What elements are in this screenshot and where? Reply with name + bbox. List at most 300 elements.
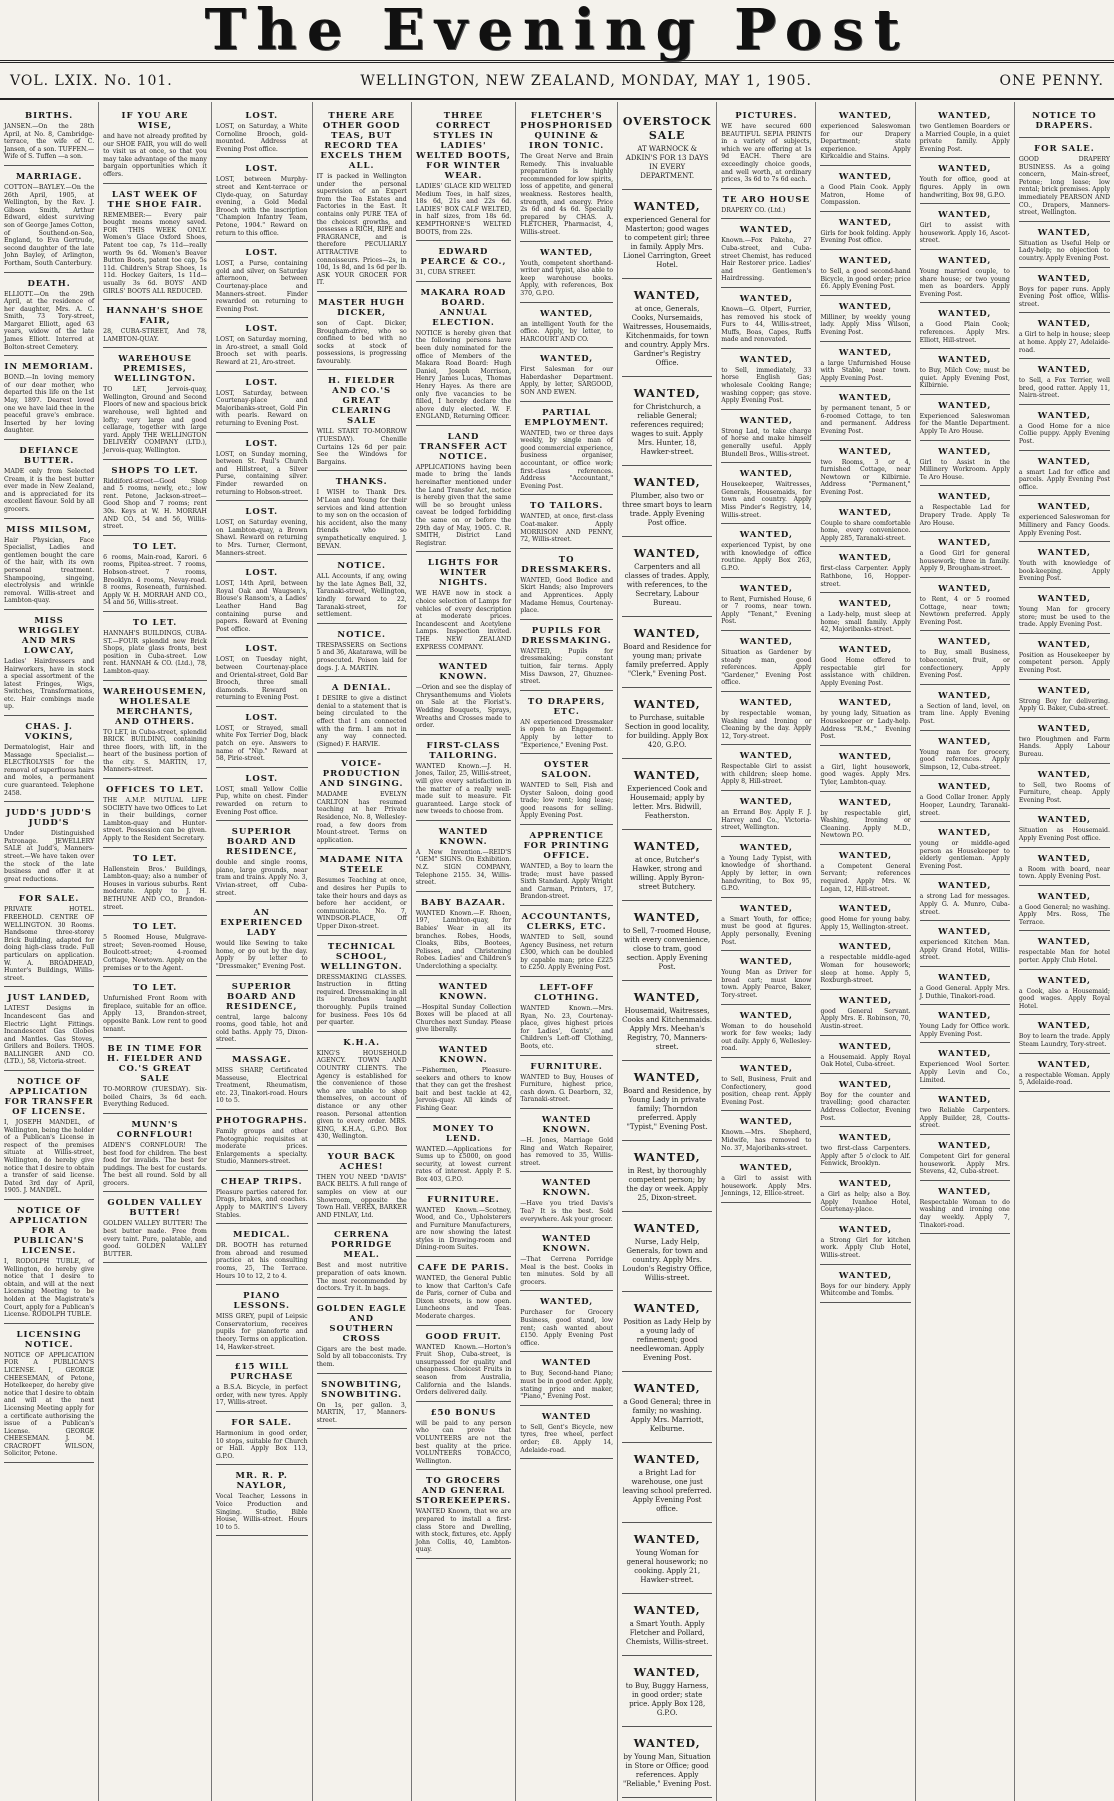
advertisement (920, 1135, 1010, 1181)
ad-heading: WANTED KNOWN. (438, 826, 489, 847)
advertisement (216, 1412, 308, 1465)
advertisement (920, 486, 1010, 532)
ad-body: THE A.M.P. MUTUAL LIFE SOCIETY have two Offices to Let in their buildings, corner Lambton-quay and Hunter-street. Possession can be given. Apply to the Resident Secretary. (103, 797, 207, 843)
ad-body: a Girl, light housework, good wages. Apply Mrs. Tyler, Lambton-quay. (820, 763, 911, 786)
ad-heading: BABY BAZAAR. (420, 897, 507, 908)
advertisement (1019, 680, 1110, 718)
advertisement (920, 105, 1010, 158)
ad-body: MISS GREY, pupil of Leipsic Conservatorium, receives pupils for pianoforte and theory. Terms on application. 14, Hawker-street. (215, 1313, 308, 1351)
advertisement (820, 746, 910, 792)
advertisement (622, 981, 712, 1061)
ad-body: a Good Home for a nice Collie puppy. Apply Evening Post. (1018, 422, 1110, 446)
ad-body: young or middle-aged person as Housekeeper to elderly gentleman. Apply Evening Post. (919, 840, 1010, 870)
advertisement (1019, 405, 1110, 451)
ad-heading: WANTED, (938, 446, 992, 457)
advertisement (317, 555, 407, 624)
ad-body: experienced Saleswoman for our Drapery Department; state experience. Apply Kirkcaldie and Stains. (820, 123, 911, 161)
advertisement (1019, 1015, 1110, 1053)
ad-heading: LOST. (245, 324, 279, 335)
advertisement (622, 279, 712, 377)
ad-body: Housekeeper, Waitresses, Generals, Housemaids, for town and country. Apply Miss Pinder's Registry, 14, Willis-street. (721, 481, 812, 519)
ad-heading: WANTED, (838, 1079, 893, 1090)
ad-heading: WANTED, (633, 1382, 701, 1395)
advertisement (216, 158, 308, 242)
ad-body: Young married couple, to share house; or two young men as boarders. Apply Evening Post. (919, 267, 1010, 298)
advertisement (317, 1298, 407, 1374)
ad-heading: MEDICAL. (232, 1230, 291, 1241)
volume-number: VOL. LXIX. No. 101. (10, 72, 173, 89)
ad-heading: WANTED, (739, 225, 793, 236)
advertisement (216, 1356, 308, 1412)
advertisement (920, 776, 1010, 822)
advertisement (416, 552, 511, 656)
ad-heading: WANTED, (739, 415, 793, 426)
ad-heading: IN MEMORIAM. (4, 362, 94, 373)
ad-heading: SHOPS TO LET. (111, 465, 199, 476)
advertisement (820, 593, 910, 639)
ad-body: a Girl to assist with housework. Apply Mrs. Jennings, 12, Ellice-street. (721, 1175, 812, 1198)
ad-heading: WANTED KNOWN. (541, 1114, 592, 1135)
advertisement (520, 348, 613, 401)
ad-heading: NOTICE. (337, 561, 386, 572)
ad-body: Position as Housekeeper by competent person. Apply Evening Post. (1018, 651, 1110, 674)
ad-heading: WANTED, (540, 308, 594, 319)
advertisement (622, 1212, 712, 1292)
advertisement (920, 204, 1010, 250)
advertisement (520, 105, 613, 242)
ad-body: a Cook, also a Housemaid; good wages. Apply Royal Hotel. (1018, 987, 1110, 1010)
advertisement (1019, 542, 1110, 588)
advertisement (820, 387, 910, 440)
advertisement (103, 348, 207, 459)
ad-body: Ladies' Hairdressers and Hairworkers, have in stock a special assortment of the latest Fringes, Wigs, Switches, Transformations, etc. Hair combings made up. (4, 657, 95, 711)
ad-heading: WANTED, (739, 354, 793, 365)
ad-body: Experienced Saleswoman for the Mantle Department. Apply Te Aro House. (919, 412, 1010, 436)
advertisement (622, 688, 712, 759)
ad-heading: OYSTER SALOON. (541, 760, 592, 781)
ad-body: a Lady-help, must sleep at home; small family. Apply 42, Majoribanks-street. (820, 611, 911, 634)
advertisement (622, 1372, 712, 1443)
ad-heading: WANTED, (838, 393, 893, 404)
ad-body: Youth for office, good at figures. Apply in own handwriting, Box 98, G.P.O. (919, 176, 1010, 199)
ad-body: Family groups and other Photographic requisites at moderate prices. Enlargements a specialty. Studio, Manners-street. (215, 1127, 308, 1166)
advertisement (4, 802, 94, 888)
ad-body: by young lady, Situation as Housekeeper or Lady-help. Address "R.M.," Evening Post. (820, 710, 911, 741)
ad-heading: WANTED, (938, 309, 992, 320)
ad-body: two Ploughmen and Farm Hands. Apply Labour Bureau. (1018, 735, 1110, 758)
ad-body: to Sell, a Fox Terrier, well bred, good ratter. Apply 11, Nairn-street. (1018, 377, 1110, 400)
ad-heading: LOST. (245, 248, 279, 259)
ad-heading: CERRENA PORRIDGE MEAL. (331, 1230, 393, 1261)
ad-body: an Errand Boy. Apply F. J. Harvey and Co., Victoria-street, Wellington. (721, 809, 812, 832)
ad-body: experienced Kitchen Man. Apply Grand Hotel, Willis-street. (919, 939, 1010, 962)
ad-heading: MAKARA ROAD BOARD. ANNUAL ELECTION. (420, 287, 507, 328)
ad-heading: CHAS. J. VOKINS, (24, 722, 74, 743)
ad-body: good Home for young baby. Apply 15, Wellington-street. (820, 916, 911, 931)
ad-heading: WANTED, (938, 255, 992, 266)
ad-heading: WANTED, (838, 797, 893, 808)
advertisement (721, 1058, 811, 1111)
ad-body: Unfurnished Front Room with fireplace, suitable for an office. Apply 13, Brandon-street, opposite Bank. Low rent to good tenant. (103, 995, 207, 1033)
ad-body: WANTED.—Applications for Sums up to £5000, on good security, at lowest current rates of interest. Apply P. S. Box 403, G.P.O. (415, 1145, 512, 1183)
ad-heading: WANTED, (1037, 891, 1091, 902)
ad-body: to Sell, a good second-hand Bicycle, in good order; price £6. Apply Evening Post. (820, 267, 911, 291)
ad-body: Position as Lady Help by a young lady of refinement; good needlewoman. Apply Evening Post. (623, 1318, 711, 1362)
advertisement (103, 681, 207, 780)
place-date: WELLINGTON, NEW ZEALAND, MONDAY, MAY 1, 1905. (360, 72, 812, 89)
advertisement (416, 735, 511, 821)
ad-heading: WANTED, (739, 293, 793, 304)
ad-body: I, RODOLPH TUBLE, of Wellington, do hereby give notice that I desire to obtain, and will at the next Licensing Meeting to be holden at the Magistrate's Court, apply for a Publican's License. RODOLPH TUBLE. (4, 1258, 95, 1319)
column-4 (313, 102, 412, 1801)
ad-body: Nurse, Lady Help, Generals, for town and country. Apply Mrs. Loudon's Registry Office, Willis-street. (622, 1238, 712, 1282)
ad-heading: LOST. (245, 773, 279, 784)
advertisement (216, 902, 308, 975)
advertisement (721, 898, 811, 951)
ad-heading: WANTED, (838, 217, 893, 228)
advertisement (920, 532, 1010, 578)
ad-heading: WANTED, (739, 957, 793, 968)
advertisement (920, 921, 1010, 967)
advertisement (721, 578, 811, 631)
advertisement (820, 250, 910, 296)
ad-body: ALL Accounts, if any, owing by the late Agnes Bell, 32, Taranaki-street, Wellington, kindly forward to 22, Taranaki-street, for settlement. (316, 573, 407, 619)
advertisement (1019, 138, 1110, 222)
ad-body: a smart Lad for office and parcels. Apply Evening Post office. (1018, 468, 1110, 491)
ad-heading: NOTICE TO DRAPERS. (1032, 111, 1097, 131)
ad-heading: AN EXPERIENCED LADY (220, 908, 304, 939)
ad-heading: WANTED, (739, 903, 793, 914)
ad-body: to Buy, small Business, tobacconist, fruit, or confectionery. Apply Evening Post. (919, 649, 1010, 680)
ad-heading: WANTED, (1037, 594, 1091, 604)
ad-heading: WANTED, (633, 769, 701, 782)
ad-body: a Girl to help in house; sleep at home. Apply 27, Adelaide-road. (1018, 331, 1110, 354)
ad-heading: WANTED, (838, 347, 893, 358)
ad-body: BOND.—In loving memory of our dear mother, who departed this life on the 1st May, 1897. Dearest loved one we have laid thee in the peaceful grave's embrace. Inserted by her loving daughter. (4, 374, 95, 435)
advertisement (920, 303, 1010, 349)
ad-heading: TO TAILORS. (529, 501, 604, 512)
ad-heading: LAST WEEK OF THE SHOE FAIR. (107, 189, 203, 210)
advertisement (4, 610, 94, 716)
ad-body: son of Capt. Dicker, Brougham-drive, who so confined to bed with no socks at stock of possessions, is progressing favourably. (316, 319, 407, 365)
ad-body: ELLIOTT.—On the 29th April, at the residence of her daughter, Mrs. A. C. Smith, 73 Tory-street, Margaret Elliott, aged 63 years, widow of the late James Elliott. Interred at Bolton-street Cemetery. (4, 290, 95, 351)
ad-body: first-class Carpenter. Apply Rathbone, 16, Hopper-street. (820, 565, 911, 588)
advertisement (520, 1056, 613, 1109)
ad-heading: WANTED KNOWN. (541, 1178, 592, 1199)
ad-heading: SUPERIOR BOARD AND RESIDENCE, (225, 827, 298, 858)
ad-heading: LOST. (245, 438, 279, 449)
ad-body: WANTED Known.—J. H. Jones, Tailor, 25, Willis-street, will give every satisfaction in the matter of a really well-made suit to measure. Fit guaranteed. Large stock of new tweeds to choose from. (415, 762, 512, 816)
advertisement (920, 731, 1010, 777)
ad-heading: WANTED, (1037, 227, 1091, 238)
advertisement (920, 822, 1010, 875)
ad-body: a Smart Youth, for office; must be good at figures. Apply personally, Evening Post. (721, 915, 812, 946)
ad-heading: WANTED, (633, 1604, 701, 1617)
ad-body: Best and most nutritive preparation of oats known. The most recommended by doctors. Try it. In bags. (316, 1262, 407, 1293)
ad-body: at once, Generals, Cooks, Nursemaids, Waitresses, Housemaids, Kitchenmaids, for town and country. Apply Mrs. Gardner's Registry Office. (622, 305, 712, 367)
advertisement (1019, 848, 1110, 886)
ad-body: WILL START TO-MORROW (TUESDAY). Chenille Curtains 12s 6d per pair. See the Windows for Bargains. (316, 428, 407, 466)
advertisement (216, 976, 308, 1049)
ad-heading: WANTED (541, 1358, 592, 1369)
ad-heading: FLETCHER'S PHOSPHORISED QUININE & IRON TONIC. (520, 111, 614, 151)
ad-heading: WANTED, (540, 247, 594, 258)
advertisement (416, 282, 511, 426)
advertisement (216, 1171, 308, 1224)
ad-heading: TE ARO HOUSE (722, 194, 810, 205)
ad-heading: SNOWBITING, SNOWBITING. (321, 1379, 403, 1400)
advertisement (920, 158, 1010, 204)
ad-heading: WANTED, (938, 164, 992, 175)
advertisement (4, 356, 94, 440)
ad-body: a Good Collar Ironer. Apply Hooper, Laundry, Taranaki-street. (919, 794, 1010, 817)
ad-heading: WANTED, (1037, 1021, 1091, 1032)
ad-body: a Room with board, near town. Apply Evening Post. (1018, 865, 1110, 881)
ad-body: Board and Residence for young man; private family preferred. Apply "Clerk," Evening Post. (623, 643, 712, 678)
ad-body: Pleasure parties catered for. Drags, brakes, and coaches. Apply to MARTIN'S Livery Stables. (215, 1188, 308, 1219)
ad-body: NOTICE OF APPLICATION FOR A PUBLICAN'S LICENSE. I, GEORGE CHEESEMAN, of Petone, Hotelkeeper, do hereby give notice that I desire to obtain and will at the next Licensing Meeting apply for a certificate authorising the issue of a Publican's License. GEORGE CHEESEMAN. J. M. CRACROFT WILSON, Solicitor, Petone. (4, 1351, 95, 1458)
ad-body: Plumber, also two or three smart boys to learn trade. Apply Evening Post office. (622, 492, 713, 527)
ad-body: to Buy, Buggy Harness, in good order; state price. Apply Box 128, G.P.O. (625, 1682, 709, 1717)
ad-body: Boy for the counter and travelling; good character. Address Collector, Evening Post. (820, 1091, 911, 1122)
advertisement (721, 410, 811, 463)
ad-heading: WAREHOUSEMEN, WHOLESALE MERCHANTS, AND OTHERS. (103, 686, 207, 727)
ad-heading: MADAME NITA STEELE (319, 855, 404, 876)
ad-body: WANTED Known.—Horton's Fruit Shop, Cuba-street, is unsurpassed for quality and cheapness. Choicest Fruits in season from Australia, California and the Islands. Orders delivered daily. (415, 1343, 512, 1397)
advertisement (103, 460, 207, 536)
ad-heading: THANKS. (335, 477, 388, 488)
ad-heading: WANTED, (838, 301, 893, 312)
ad-heading: FOR SALE. (231, 1417, 293, 1428)
ad-heading: WANTED, (1037, 685, 1091, 696)
ad-body: a strong Lad for messages. Apply G. A. Munro, Cuba-street. (919, 893, 1010, 916)
ad-heading: WANTED, (838, 553, 893, 564)
ad-body: Girls for book folding. Apply Evening Post office. (820, 229, 911, 245)
ad-body: —Orion and see the display of Chrysanthemums and Violets on Sale at the Florist's. Wedding Bouquets, Sprays, Wreaths and Crosses made to order. (415, 684, 512, 730)
ad-body: LOST, on Tuesday night, between Courtenay-place and Oriental-street, Gold Bar Brooch, three small diamonds. Reward on returning to Evening Post. (215, 656, 308, 702)
advertisement (216, 433, 308, 502)
advertisement (317, 1224, 407, 1297)
ad-body: Experienced Cook and Housemaid; apply by letter. Mrs. Bidwill, Featherston. (627, 785, 708, 820)
ad-body: in Rest, by thoroughly competent person; by the day or week. Apply 25, Dixon-street. (626, 1167, 708, 1202)
advertisement (721, 463, 811, 524)
ad-heading: VOICE-PRODUCTION AND SINGING. (319, 759, 404, 790)
advertisement (622, 830, 712, 901)
ad-body: NOTICE is hereby given that the following persons have been duly nominated for the office of Members of the Makara Road Board: Hugh Daniel, Joseph Morrison, Henry James Lucas, Thomas Henry Hayes. As there are only five vacancies to be filled, I hereby declare the above duly elected. W. F. ENGLAND, Returning Officer. (415, 329, 512, 421)
ad-heading: WANTED, (1037, 723, 1091, 734)
advertisement (920, 1181, 1010, 1234)
ad-body: Youth, competent shorthand-writer and typist, also able to keep warehouse books. Apply, with references, Box 370, G.P.O. (520, 259, 614, 297)
ad-heading: WANTED, (1037, 853, 1091, 864)
ad-heading: EDWARD PEARCE & CO., (420, 247, 507, 268)
ad-body: a large Unfurnished House with Stable, near town. Apply Evening Post. (820, 359, 911, 382)
advertisement (520, 242, 613, 303)
advertisement (622, 1443, 712, 1523)
ad-body: 28, CUBA-STREET, And 78, LAMBTON-QUAY. (103, 328, 207, 343)
ad-body: LOST, or Strayed, small white Fox Terrier Dog, black patch on eye. Answers to name of "Nip." Reward at 58, Pirie-street. (215, 724, 308, 763)
advertisement (721, 288, 811, 349)
ad-heading: WANTED, (1037, 937, 1091, 948)
ad-heading: LOST. (245, 712, 279, 723)
ad-body: AN experienced Dressmaker is open to an Engagement. Apply by letter to "Experience," Evening Post. (520, 718, 614, 749)
ad-body: Strong Boy for delivering. Apply G. Baker, Cuba-street. (1018, 697, 1110, 713)
ad-heading: LOST. (245, 111, 279, 121)
ad-body: a Good General; three in family; no washing. Apply Mrs. Marriott, Kelburne. (623, 1398, 712, 1433)
ad-body: Hair Physician, Face Specialist, Ladies and gentlemen bought the care of the hair, with its own personal treatment. Shampooing, singeing, electrolysis and wrinkle removal. Willis-street and Lambton-quay. (4, 536, 95, 605)
ad-heading: £50 BONUS (430, 1407, 497, 1418)
advertisement (820, 845, 910, 898)
ad-body: LOST, on Saturday, a White Cornoline Brooch, gold-mounted. Address at Evening Post office. (215, 123, 308, 153)
ad-body: would like Sewing to take home, or go out by the day. Apply by letter to "Dressmaker," Evening Post. (215, 940, 308, 970)
ad-heading: PHOTOGRAPHS. (215, 1115, 308, 1126)
ad-heading: WANTED, (633, 1533, 701, 1546)
column-9 (816, 102, 915, 1801)
advertisement (1019, 496, 1110, 542)
masthead (0, 0, 1114, 63)
ad-heading: TO LET. (132, 853, 178, 864)
ad-body: MADAME EVELYN CARLTON has resumed teaching at her Private Residence, No. 8, Wellesley-road, a few doors from Mount-street. Terms on application. (316, 791, 407, 844)
ad-heading: LOST. (245, 568, 279, 579)
ad-heading: PIANO LESSONS. (233, 1291, 290, 1312)
ad-heading: TECHNICAL SCHOOL, WELLINGTON. (320, 941, 403, 972)
column-6 (516, 102, 618, 1801)
ad-body: Vocal Teacher, Lessons in Voice Production and Singing. Studio, Bible House, Willis-street. Hours 10 to 5. (215, 1493, 308, 1531)
advertisement (721, 791, 811, 837)
ad-body: to Rent, 4 or 5 roomed Cottage, near town; Newtown preferred. Apply Evening Post. (919, 596, 1010, 626)
ad-heading: WANTED, (1037, 365, 1091, 376)
ad-body: MADE only from Selected Cream, it is the best butter ever made in New Zealand, and is appreciated for its excellent flavour. Sold by all grocers. (4, 468, 95, 513)
advertisement (317, 1146, 407, 1225)
ad-heading: WANTED, (838, 111, 893, 121)
ad-heading: THREE CORRECT STYLES IN LADIES' WELTED BOOTS, FOR WINTER WEAR. (416, 111, 511, 181)
advertisement (920, 395, 1010, 441)
advertisement (520, 402, 613, 496)
ad-body: TO-MORROW (TUESDAY). Six-boiled Chairs, 3s 6d each. Everything Reduced. (103, 1086, 207, 1109)
ad-heading: WANTED, (633, 1666, 701, 1679)
ad-heading: K.H.A. (343, 1037, 381, 1048)
advertisement (317, 753, 407, 849)
ad-heading: WANTED, (633, 289, 701, 302)
ad-body: Situation as Useful Help or Lady-help; no objection to country. Apply Evening Post. (1018, 239, 1110, 262)
ad-heading: WANTED, (739, 842, 793, 853)
ad-body: Milliner, by weekly young lady. Apply Miss Wilson, Evening Post. (820, 313, 911, 336)
ad-body: two Reliable Carpenters. Apply Builder, 28, Coutts-street. (919, 1107, 1010, 1130)
ad-body: KING'S HOUSEHOLD AGENCY. TOWN AND COUNTRY CLIENTS. The Agency is established for the convenience of those who are unable to shop themselves, on account of distance or any other reason. Personal attention given to every order. MRS. KING, K.H.A., G.P.O. Box 430, Wellington. (316, 1049, 407, 1141)
ad-body: Harmonium in good order, 10 stops, suitable for Church or Hall. Apply Box 113, G.P.O. (215, 1429, 308, 1460)
advertisement (920, 631, 1010, 684)
ad-heading: LEFT-OFF CLOTHING. (534, 983, 600, 1003)
ad-heading: WANTED, (633, 698, 701, 711)
ad-heading: WANTED, (838, 1270, 893, 1281)
advertisement (820, 898, 910, 936)
ad-heading: WANTED, (633, 547, 701, 560)
ad-heading: NOTICE. (337, 629, 386, 640)
ad-heading: WANTED, (739, 583, 793, 594)
ad-heading: WANTED, (633, 1222, 701, 1235)
ad-body: A New Invention.—REID'S "GEM" SIGNS. On Exhibition. N.Z. SIGN COMPANY, Telephone 2155. 34, Willis-street. (415, 848, 512, 887)
ad-heading: DEFIANCE BUTTER. (19, 446, 79, 466)
ad-heading: BIRTHS. (24, 111, 74, 121)
ad-heading: ACCOUNTANTS, CLERKS, ETC. (521, 912, 612, 933)
advertisement (622, 1656, 712, 1727)
ad-body: IT is packed in Wellington under the personal supervision of an Expert from the Tea Estates and Factories in the East. It contains only PURE TEA of the choicest growths, and possesses a RICH, RIPE and FRAGRANCE, and is therefore PECULIARLY ATTRACTIVE to connoisseurs. Prices—2s, in 10d, 1s 8d, and 1s 6d per lb. ASK YOUR GROCER FOR IT. (316, 173, 407, 287)
ad-body: a Bright Lad for warehouse, one just leaving school preferred. Apply Evening Post office. (622, 1469, 712, 1513)
advertisement (520, 1291, 613, 1352)
ad-body: DRAPERY CO. (Ltd.) (721, 206, 786, 214)
ad-body: Boy to learn the trade. Apply Steam Laundry, Tory-street. (1018, 1033, 1110, 1049)
advertisement (103, 105, 207, 184)
advertisement (820, 1074, 910, 1127)
advertisement (721, 692, 811, 745)
ad-heading: MARRIAGE. (15, 171, 83, 182)
advertisement (216, 821, 308, 902)
advertisement (820, 1036, 910, 1074)
ad-body: Boys for paper runs. Apply Evening Post office, Willis-street. (1018, 285, 1110, 308)
ad-heading: FIRST-CLASS TAILORING. (426, 740, 501, 761)
ad-heading: WANTED, (938, 210, 992, 221)
advertisement (622, 377, 712, 466)
ad-body: I DESIRE to give a distinct denial to a statement that is being circulated to the effect that I am connected with the firm. I am not in any way connected. (Signed) F. HARVIE. (316, 695, 407, 748)
ad-heading: WANTED, (938, 111, 992, 121)
advertisement (1019, 718, 1110, 764)
ad-body: Respectable Girl to assist with children; sleep home. Apply 8, Hill-street. (721, 763, 812, 786)
ad-body: The Great Nerve and Brain Remedy. This invaluable preparation is highly recommended for low spirits, loss of appetite, and general weakness. Restores health, strength, and energy. Price 2s 6d and 4s 6d. Specially prepared by CHAS. A. FLETCHER, Pharmacist, 4, Willis-street. (520, 153, 614, 236)
advertisement (721, 189, 811, 220)
ad-body: WANTED, a Boy to learn the trade; must have passed Sixth Standard. Apply Wright and Carman, Printers, 17, Brandon-street. (520, 863, 614, 901)
advertisement (520, 495, 613, 548)
advertisement (216, 1465, 308, 1536)
ad-heading: WANTED, (739, 751, 793, 762)
advertisement (4, 888, 94, 987)
advertisement (416, 426, 511, 553)
advertisement (622, 759, 712, 830)
ad-heading: WANTED, (633, 1071, 701, 1084)
ad-body: a Respectable Lad for Drapery Trade. Apply Te Aro House. (919, 504, 1010, 527)
ad-body: respectable Man for hotel porter. Apply Club Hotel. (1018, 949, 1110, 965)
ad-heading: WANTED, (739, 1010, 793, 1021)
ad-heading: CHEAP TRIPS. (220, 1176, 303, 1187)
advertisement (103, 977, 207, 1038)
ad-heading: WANTED, (938, 584, 992, 594)
advertisement (920, 875, 1010, 921)
ad-body: WANTED Known.—Scotney, Wood, and Co., Upholsterers and Furniture Manufacturers, are now showing the latest styles in Drawing-room and Dining-room Suites. (415, 1206, 512, 1252)
advertisement (416, 1402, 511, 1471)
advertisement (317, 624, 407, 677)
ad-body: COTTON—BAYLEY.—On the 26th April, 1905, at Wellington, by the Rev. J. Gibson Smith, Arthur Edward, eldest surviving son of George James Cotton, of Southend-on-Sea, England, to Eva Gertrude, second daughter of the late John Bayley, of Arlington, Fortham, South Canterbury. (4, 183, 95, 267)
advertisement (317, 849, 407, 935)
ad-heading: WANTED KNOWN. (438, 662, 489, 683)
ad-body: Competent Girl for general housework. Apply Mrs. Stevens, 42, Cuba-street. (919, 1152, 1010, 1176)
advertisement (4, 166, 94, 273)
ad-body: PRIVATE HOTEL. FREEHOLD. CENTRE OF WELLINGTON. 30 Rooms. Handsome three-storey Brick Building, adapted for doing high-class trade. Full particulars on application. W. A. BROADHEAD, Hunter's Buildings, Willis-street. (4, 906, 95, 982)
ad-body: APPLICATIONS having been made to bring the lands hereinafter mentioned under the Land Transfer Act, notice is hereby given that the same will be so brought unless caveat be lodged forbidding the same on or before the 29th day of May, 1905. C. R. SMITH, District Land Registrar. (415, 463, 512, 547)
ad-heading: WANTED, (938, 1049, 992, 1060)
ad-heading: WANTED, (838, 1133, 893, 1144)
ad-body: double and single rooms, piano, large grounds, near tram and trains. Apply No. 3, Vivian-street, off Cuba-street. (215, 859, 308, 897)
advertisement (920, 1089, 1010, 1135)
ad-heading: PUPILS FOR DRESSMAKING. (521, 625, 612, 646)
advertisement (1019, 764, 1110, 810)
ad-heading: IF YOU ARE WISE, (121, 111, 189, 131)
column-8 (717, 102, 816, 1801)
advertisement (520, 1228, 613, 1291)
ad-heading: PICTURES. (735, 111, 798, 121)
advertisement (1019, 359, 1110, 405)
ad-heading: OFFICES TO LET. (105, 785, 205, 796)
ad-body: and have not already profited by our SHOE FAIR, you will do well to visit us at once, so that you may take advantage of the many bargain opportunities which it offers. (103, 133, 207, 178)
advertisement (622, 1594, 712, 1656)
advertisement (820, 692, 910, 745)
